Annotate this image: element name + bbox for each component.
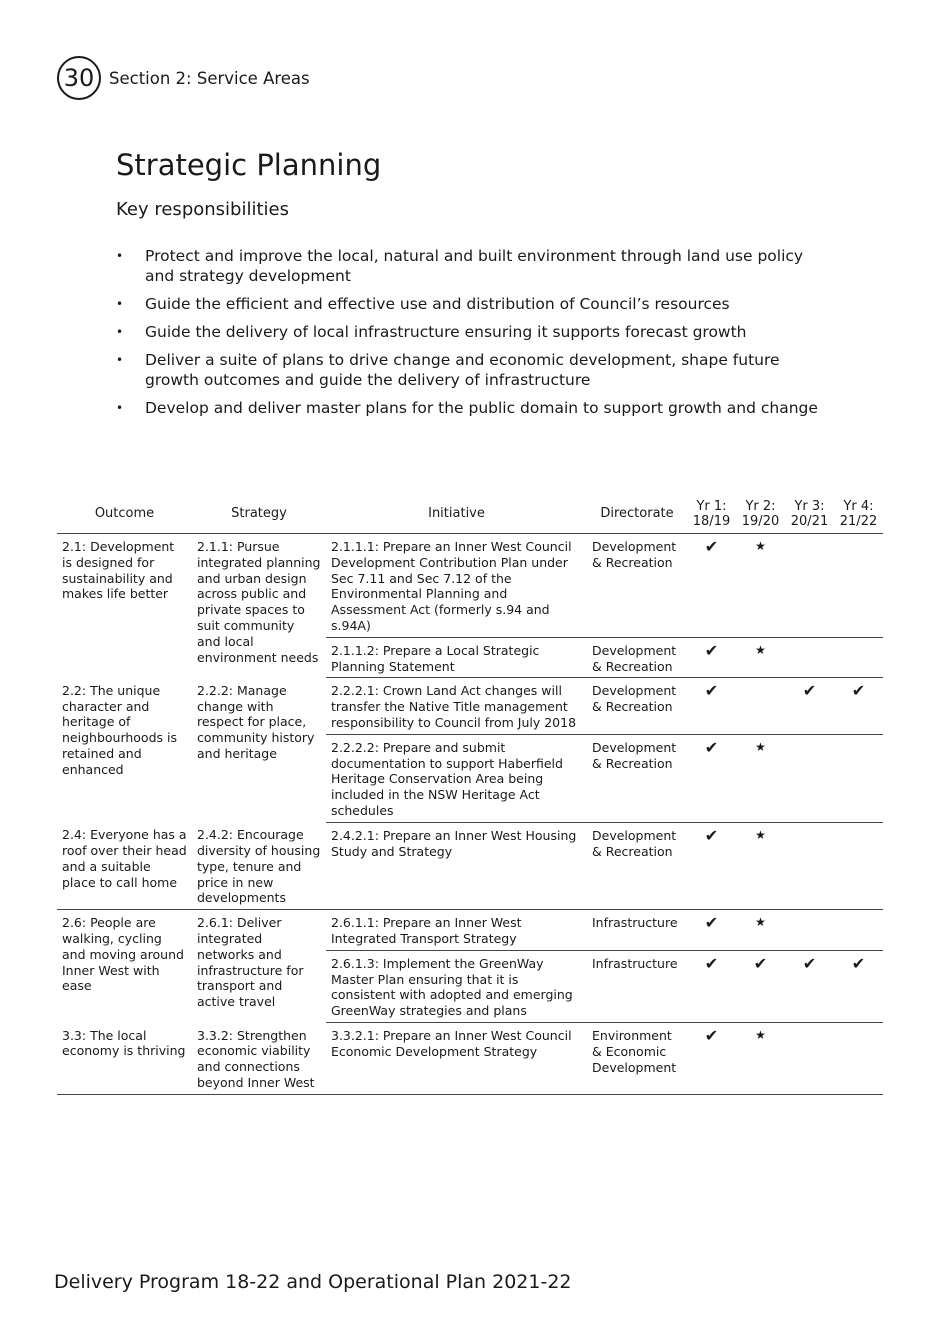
- directorate-cell: Development & Recreation: [587, 678, 687, 734]
- check-icon: ✔: [834, 950, 883, 1022]
- initiative-cell: 2.1.1.2: Prepare a Local Strategic Planning Statement: [326, 637, 587, 678]
- table-row: [57, 678, 883, 734]
- star-icon: ★: [736, 734, 785, 822]
- header-yr2: Yr 2: 19/20: [736, 495, 785, 534]
- empty-year-cell: [834, 637, 883, 678]
- star-icon: ★: [736, 910, 785, 951]
- empty-year-cell: [834, 822, 883, 909]
- directorate-cell: Infrastructure: [587, 950, 687, 1022]
- initiative-cell: 2.4.2.1: Prepare an Inner West Housing Study and Strategy: [326, 822, 587, 909]
- initiative-cell: 2.6.1.3: Implement the GreenWay Master Plan ensuring that it is consistent with adopted and emerging GreenWay strategies and plans: [326, 950, 587, 1022]
- header-yr4: Yr 4: 21/22: [834, 495, 883, 534]
- directorate-cell: Development & Recreation: [587, 734, 687, 822]
- empty-year-cell: [785, 1023, 834, 1095]
- key-responsibilities-heading: Key responsibilities: [116, 199, 289, 220]
- outcome-cell: 2.4: Everyone has a roof over their head and a suitable place to call home: [57, 822, 192, 909]
- check-icon: ✔: [687, 950, 736, 1022]
- empty-year-cell: [785, 910, 834, 951]
- empty-year-cell: [785, 734, 834, 822]
- check-icon: ✔: [687, 822, 736, 909]
- table-row: [57, 534, 883, 638]
- initiative-cell: 2.6.1.1: Prepare an Inner West Integrated Transport Strategy: [326, 910, 587, 951]
- check-icon: ✔: [687, 637, 736, 678]
- strategy-cell: 2.4.2: Encourage diversity of housing type, tenure and price in new developments: [192, 822, 326, 909]
- check-icon: ✔: [834, 678, 883, 734]
- star-icon: ★: [736, 1023, 785, 1095]
- initiative-cell: 2.2.2.1: Crown Land Act changes will transfer the Native Title management responsibility to Council from July 2018: [326, 678, 587, 734]
- directorate-cell: Environment & Economic Development: [587, 1023, 687, 1095]
- strategy-cell: 3.3.2: Strengthen economic viability and connections beyond Inner West: [192, 1023, 326, 1095]
- responsibility-item: • Protect and improve the local, natural and built environment through land use policy and strategy development: [116, 246, 836, 286]
- table-row: [57, 1023, 883, 1095]
- section-label: Section 2: Service Areas: [109, 68, 310, 88]
- check-icon: ✔: [687, 678, 736, 734]
- check-icon: ✔: [785, 678, 834, 734]
- responsibility-item: • Guide the efficient and effective use and distribution of Council’s resources: [116, 294, 836, 314]
- directorate-cell: Development & Recreation: [587, 822, 687, 909]
- header-outcome: Outcome: [57, 495, 192, 534]
- table-row: [57, 910, 883, 951]
- star-icon: ★: [736, 534, 785, 638]
- star-icon: ★: [736, 637, 785, 678]
- page-header: [57, 56, 310, 100]
- empty-year-cell: [736, 678, 785, 734]
- check-icon: ✔: [687, 910, 736, 951]
- check-icon: ✔: [736, 950, 785, 1022]
- empty-year-cell: [785, 822, 834, 909]
- header-initiative: Initiative: [326, 495, 587, 534]
- outcome-cell: 2.2: The unique character and heritage of neighbourhoods is retained and enhanced: [62, 682, 177, 777]
- check-icon: ✔: [687, 1023, 736, 1095]
- check-icon: ✔: [687, 734, 736, 822]
- header-strategy: Strategy: [192, 495, 326, 534]
- empty-year-cell: [785, 637, 834, 678]
- responsibility-item: • Guide the delivery of local infrastructure ensuring it supports forecast growth: [116, 322, 836, 342]
- header-yr3: Yr 3: 20/21: [785, 495, 834, 534]
- directorate-cell: Infrastructure: [587, 910, 687, 951]
- header-yr1: Yr 1: 18/19: [687, 495, 736, 534]
- directorate-cell: Development & Recreation: [587, 534, 687, 638]
- page-footer: Delivery Program 18-22 and Operational Plan 2021-22: [54, 1271, 572, 1293]
- empty-year-cell: [834, 910, 883, 951]
- header-directorate: Directorate: [587, 495, 687, 534]
- initiative-cell: 3.3.2.1: Prepare an Inner West Council Economic Development Strategy: [326, 1023, 587, 1095]
- empty-year-cell: [834, 1023, 883, 1095]
- outcome-cell: 3.3: The local economy is thriving: [57, 1023, 192, 1095]
- responsibility-item: • Deliver a suite of plans to drive change and economic development, shape future growth outcomes and guide the delivery of infrastructure: [116, 350, 836, 390]
- initiatives-table: [57, 495, 883, 1095]
- initiative-cell: 2.1.1.1: Prepare an Inner West Council Development Contribution Plan under Sec 7.11 and Sec 7.12 of the Environmental Planning and Assessment Act (formerly s.94 and s.94A): [326, 534, 587, 638]
- strategy-cell: 2.6.1: Deliver integrated networks and infrastructure for transport and active travel: [197, 915, 304, 1010]
- responsibility-item: • Develop and deliver master plans for the public domain to support growth and change: [116, 398, 836, 418]
- responsibilities-list: [116, 246, 836, 426]
- empty-year-cell: [785, 534, 834, 638]
- star-icon: ★: [736, 822, 785, 909]
- outcome-cell: 2.1: Development is designed for sustainability and makes life better: [62, 539, 175, 602]
- table-row: [57, 822, 883, 909]
- outcome-cell: 2.6: People are walking, cycling and moving around Inner West with ease: [62, 915, 184, 994]
- table-body: [57, 534, 883, 1095]
- check-icon: ✔: [785, 950, 834, 1022]
- check-icon: ✔: [687, 534, 736, 638]
- page-number: 30: [57, 56, 101, 100]
- directorate-cell: Development & Recreation: [587, 637, 687, 678]
- initiative-cell: 2.2.2.2: Prepare and submit documentation to support Haberfield Heritage Conservation Area being included in the NSW Heritage Act schedules: [326, 734, 587, 822]
- empty-year-cell: [834, 534, 883, 638]
- strategy-cell: 2.2.2: Manage change with respect for place, community history and heritage: [197, 682, 315, 762]
- strategy-cell: 2.1.1: Pursue integrated planning and urban design across public and private spaces to suit community and local environment needs: [197, 539, 321, 665]
- table-header-row: [57, 495, 883, 534]
- page-title: Strategic Planning: [116, 148, 382, 182]
- empty-year-cell: [834, 734, 883, 822]
